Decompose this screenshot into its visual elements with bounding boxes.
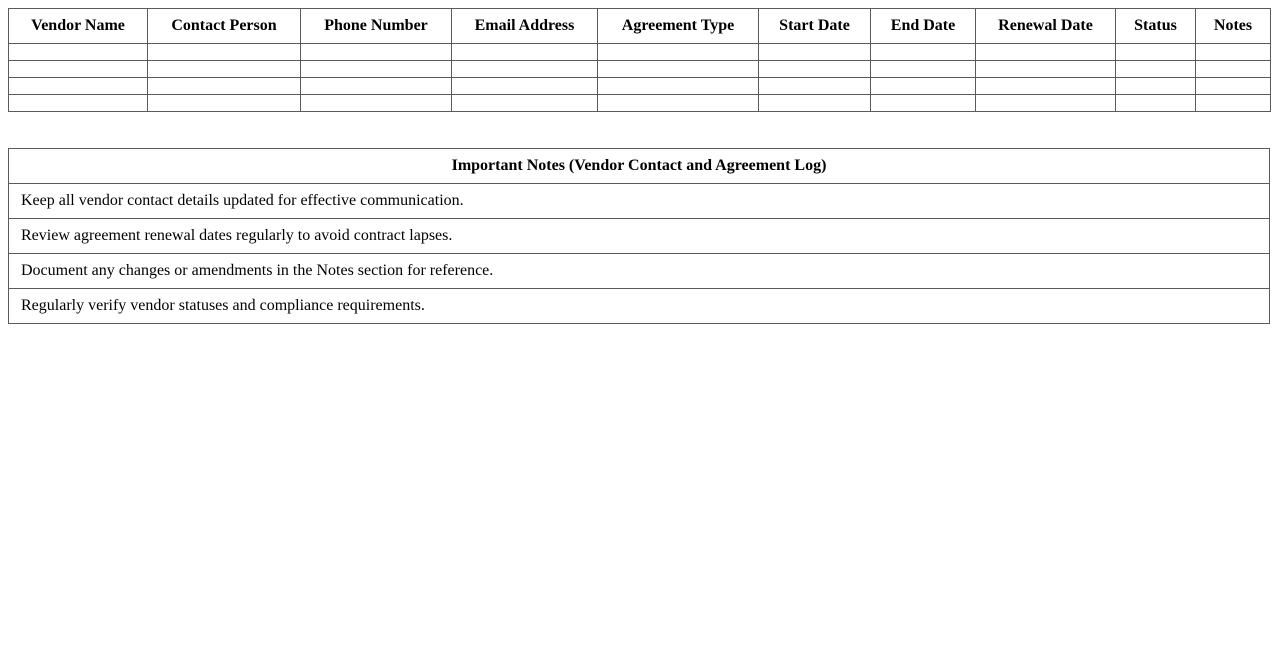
table-cell[interactable] <box>1196 78 1271 95</box>
table-cell[interactable] <box>452 61 598 78</box>
table-cell[interactable] <box>759 78 871 95</box>
notes-title: Important Notes (Vendor Contact and Agreement Log) <box>9 149 1270 184</box>
notes-header-row <box>9 149 1270 184</box>
column-header-contact-person: Contact Person <box>148 9 301 44</box>
table-cell[interactable] <box>148 78 301 95</box>
table-cell[interactable] <box>976 44 1116 61</box>
table-cell[interactable] <box>598 95 759 112</box>
table-cell[interactable] <box>301 61 452 78</box>
table-cell[interactable] <box>148 61 301 78</box>
table-cell[interactable] <box>976 61 1116 78</box>
table-cell[interactable] <box>1116 44 1196 61</box>
column-header-email-address: Email Address <box>452 9 598 44</box>
table-cell[interactable] <box>1196 44 1271 61</box>
table-cell[interactable] <box>871 44 976 61</box>
table-row <box>9 44 1271 61</box>
table-cell[interactable] <box>452 44 598 61</box>
table-cell[interactable] <box>1196 95 1271 112</box>
note-row <box>9 254 1270 289</box>
table-cell[interactable] <box>598 44 759 61</box>
table-cell[interactable] <box>1116 61 1196 78</box>
table-row <box>9 61 1271 78</box>
column-header-status: Status <box>1116 9 1196 44</box>
column-header-end-date: End Date <box>871 9 976 44</box>
column-header-start-date: Start Date <box>759 9 871 44</box>
table-cell[interactable] <box>598 78 759 95</box>
note-item: Document any changes or amendments in the Notes section for reference. <box>9 254 1270 289</box>
table-cell[interactable] <box>871 95 976 112</box>
table-cell[interactable] <box>9 95 148 112</box>
table-cell[interactable] <box>759 61 871 78</box>
table-cell[interactable] <box>759 95 871 112</box>
table-cell[interactable] <box>871 61 976 78</box>
table-row <box>9 95 1271 112</box>
table-cell[interactable] <box>148 95 301 112</box>
table-cell[interactable] <box>1196 61 1271 78</box>
table-cell[interactable] <box>976 78 1116 95</box>
column-header-notes: Notes <box>1196 9 1271 44</box>
note-row <box>9 219 1270 254</box>
table-cell[interactable] <box>9 78 148 95</box>
table-cell[interactable] <box>1116 78 1196 95</box>
note-item: Regularly verify vendor statuses and compliance requirements. <box>9 289 1270 324</box>
table-cell[interactable] <box>9 61 148 78</box>
table-cell[interactable] <box>976 95 1116 112</box>
table-cell[interactable] <box>9 44 148 61</box>
table-cell[interactable] <box>871 78 976 95</box>
table-row <box>9 78 1271 95</box>
note-item: Review agreement renewal dates regularly to avoid contract lapses. <box>9 219 1270 254</box>
note-row <box>9 289 1270 324</box>
table-cell[interactable] <box>452 95 598 112</box>
table-cell[interactable] <box>1116 95 1196 112</box>
table-header-row <box>9 9 1271 44</box>
table-cell[interactable] <box>598 61 759 78</box>
column-header-agreement-type: Agreement Type <box>598 9 759 44</box>
note-row <box>9 184 1270 219</box>
column-header-renewal-date: Renewal Date <box>976 9 1116 44</box>
column-header-vendor-name: Vendor Name <box>9 9 148 44</box>
table-cell[interactable] <box>759 44 871 61</box>
table-cell[interactable] <box>301 78 452 95</box>
table-cell[interactable] <box>452 78 598 95</box>
important-notes-table <box>8 148 1270 324</box>
table-cell[interactable] <box>301 44 452 61</box>
vendor-agreement-log-table <box>8 8 1271 112</box>
table-cell[interactable] <box>301 95 452 112</box>
column-header-phone-number: Phone Number <box>301 9 452 44</box>
note-item: Keep all vendor contact details updated for effective communication. <box>9 184 1270 219</box>
table-cell[interactable] <box>148 44 301 61</box>
